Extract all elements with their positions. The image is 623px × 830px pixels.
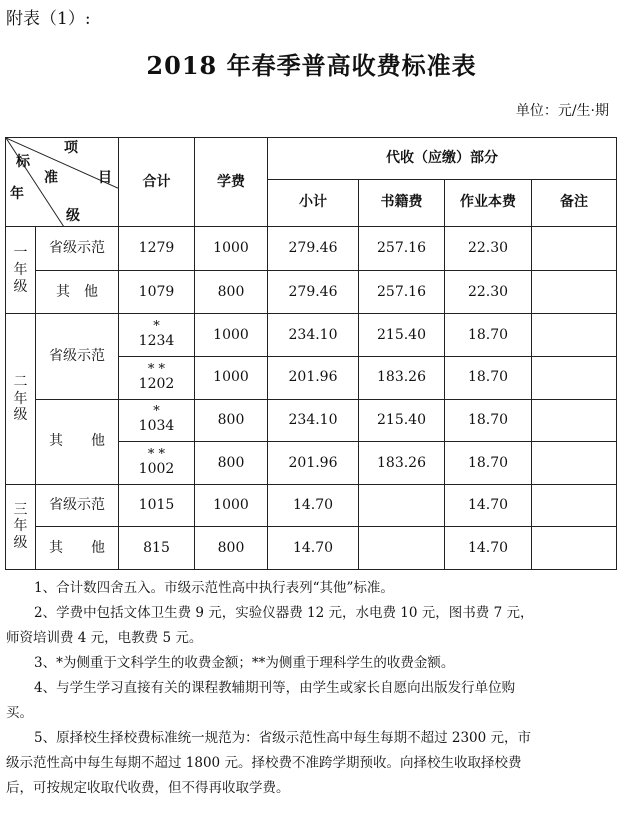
- star-marker: * *: [147, 447, 166, 463]
- total-value: 1202: [138, 375, 175, 392]
- total-cell: [119, 527, 195, 570]
- school-type: 其 他: [36, 270, 119, 314]
- unit-label: 单位：元/生·期: [515, 103, 609, 119]
- grade-char: 年: [13, 261, 28, 278]
- subtotal-cell: 234.10: [268, 314, 359, 357]
- header-homework: 作业本费: [445, 179, 532, 227]
- table-row: [6, 227, 617, 271]
- grade-char: 级: [13, 407, 28, 424]
- note-cell: [532, 442, 617, 485]
- note-2-cont: 师资培训费 4 元，电教费 5 元。: [6, 630, 203, 646]
- corner-ji: 级: [66, 208, 80, 224]
- homework-cell: 18.70: [445, 442, 532, 485]
- header-notes: 备注: [532, 179, 617, 227]
- note-cell: [532, 270, 617, 314]
- school-type: 其 他: [36, 527, 119, 570]
- grade-label: [6, 245, 35, 295]
- grade-char: 年: [13, 518, 28, 535]
- table-row: [6, 399, 617, 442]
- homework-cell: 18.70: [445, 356, 532, 399]
- star-marker: *: [153, 404, 160, 420]
- total-cell: [119, 442, 195, 485]
- total-value: 1034: [138, 418, 175, 435]
- tuition-cell: 1000: [195, 314, 268, 357]
- school-type: 省级示范: [36, 227, 119, 271]
- note-cell: [532, 227, 617, 271]
- subtotal-cell: 14.70: [268, 484, 359, 527]
- star-marker: * *: [147, 361, 166, 377]
- subtotal-cell: 234.10: [268, 399, 359, 442]
- books-cell: 183.26: [359, 356, 445, 399]
- homework-cell: 22.30: [445, 227, 532, 271]
- total-value: 1015: [138, 497, 175, 514]
- note-5-cont: 级示范性高中每生每期不超过 1800 元。择校费不准跨学期预收。向择校生收取择校费: [6, 755, 522, 771]
- note-1: 1、合计数四舍五入。市级示范性高中执行表列“其他”标准。: [34, 580, 394, 596]
- subtotal-cell: 201.96: [268, 442, 359, 485]
- books-cell: 257.16: [359, 270, 445, 314]
- tuition-cell: 1000: [195, 356, 268, 399]
- fee-table: [5, 137, 617, 570]
- total-value: 1002: [138, 461, 175, 478]
- grade-char: 三: [13, 501, 28, 518]
- school-type: 省级示范: [36, 314, 119, 399]
- grade-label: [6, 374, 35, 424]
- grade-char: 级: [13, 535, 28, 552]
- header-books: 书籍费: [359, 179, 445, 227]
- tuition-cell: 1000: [195, 484, 268, 527]
- note-4: 4、与学生学习直接有关的课程教辅期刊等，由学生或家长自愿向出版发行单位购: [34, 680, 516, 696]
- attachment-label: 附表（1）:: [6, 9, 91, 29]
- star-marker: *: [153, 319, 160, 335]
- tuition-cell: 800: [195, 270, 268, 314]
- total-cell: [119, 399, 195, 442]
- corner-xiang: 项: [64, 140, 78, 156]
- subtotal-cell: 279.46: [268, 270, 359, 314]
- note-cell: [532, 314, 617, 357]
- header-total: 合计: [119, 138, 195, 227]
- total-cell: [119, 314, 195, 357]
- table-row: [6, 270, 617, 314]
- school-type: 其 他: [36, 399, 119, 484]
- total-value: 1279: [138, 240, 175, 257]
- grade-char: 级: [13, 278, 28, 295]
- total-cell: [119, 270, 195, 314]
- total-cell: [119, 484, 195, 527]
- grade-label: [6, 502, 35, 552]
- header-collection-group: 代收（应缴）部分: [268, 138, 617, 180]
- grade-cell: [6, 227, 36, 314]
- tuition-cell: 800: [195, 442, 268, 485]
- corner-header: [6, 138, 119, 227]
- subtotal-cell: 279.46: [268, 227, 359, 271]
- tuition-cell: 800: [195, 399, 268, 442]
- subtotal-cell: 201.96: [268, 356, 359, 399]
- books-cell: [359, 484, 445, 527]
- books-cell: 215.40: [359, 399, 445, 442]
- note-cell: [532, 399, 617, 442]
- grade-cell: [6, 484, 36, 569]
- corner-nian: 年: [10, 186, 24, 202]
- grade-cell: [6, 314, 36, 484]
- table-row: [6, 527, 617, 570]
- note-4-cont: 买。: [6, 705, 33, 721]
- corner-zhun: 准: [44, 170, 58, 186]
- corner-mu: 目: [98, 170, 112, 186]
- tuition-cell: 800: [195, 527, 268, 570]
- header-tuition: 学费: [195, 138, 268, 227]
- total-value: 1079: [138, 283, 175, 300]
- tuition-cell: 1000: [195, 227, 268, 271]
- grade-char: 二: [13, 373, 28, 390]
- homework-cell: 14.70: [445, 484, 532, 527]
- books-cell: 257.16: [359, 227, 445, 271]
- note-5-cont2: 后，可按规定收取代收费，但不得再收取学费。: [6, 780, 290, 796]
- total-cell: [119, 356, 195, 399]
- grade-char: 一: [13, 245, 28, 262]
- total-cell: [119, 227, 195, 271]
- homework-cell: 18.70: [445, 399, 532, 442]
- corner-biao: 标: [16, 154, 30, 170]
- table-row: [6, 314, 617, 357]
- note-cell: [532, 356, 617, 399]
- homework-cell: 14.70: [445, 527, 532, 570]
- grade-char: 年: [13, 390, 28, 407]
- note-5: 5、原择校生择校费标准统一规范为：省级示范性高中每生每期不超过 2300 元，市: [34, 730, 532, 746]
- total-value: 1234: [138, 333, 175, 350]
- table-row: [6, 484, 617, 527]
- notes-section: [6, 576, 610, 801]
- note-cell: [532, 484, 617, 527]
- books-cell: 215.40: [359, 314, 445, 357]
- header-subtotal: 小计: [268, 179, 359, 227]
- homework-cell: 18.70: [445, 314, 532, 357]
- note-3: 3、*为侧重于文科学生的收费金额；**为侧重于理科学生的收费金额。: [34, 655, 455, 671]
- page-title: 2018 年春季普高收费标准表: [146, 51, 477, 80]
- books-cell: [359, 527, 445, 570]
- total-value: 815: [143, 539, 170, 556]
- note-cell: [532, 527, 617, 570]
- subtotal-cell: 14.70: [268, 527, 359, 570]
- school-type: 省级示范: [36, 484, 119, 527]
- homework-cell: 22.30: [445, 270, 532, 314]
- note-2: 2、学费中包括文体卫生费 9 元，实验仪器费 12 元，水电费 10 元，图书费 7 元，: [34, 605, 534, 621]
- books-cell: 183.26: [359, 442, 445, 485]
